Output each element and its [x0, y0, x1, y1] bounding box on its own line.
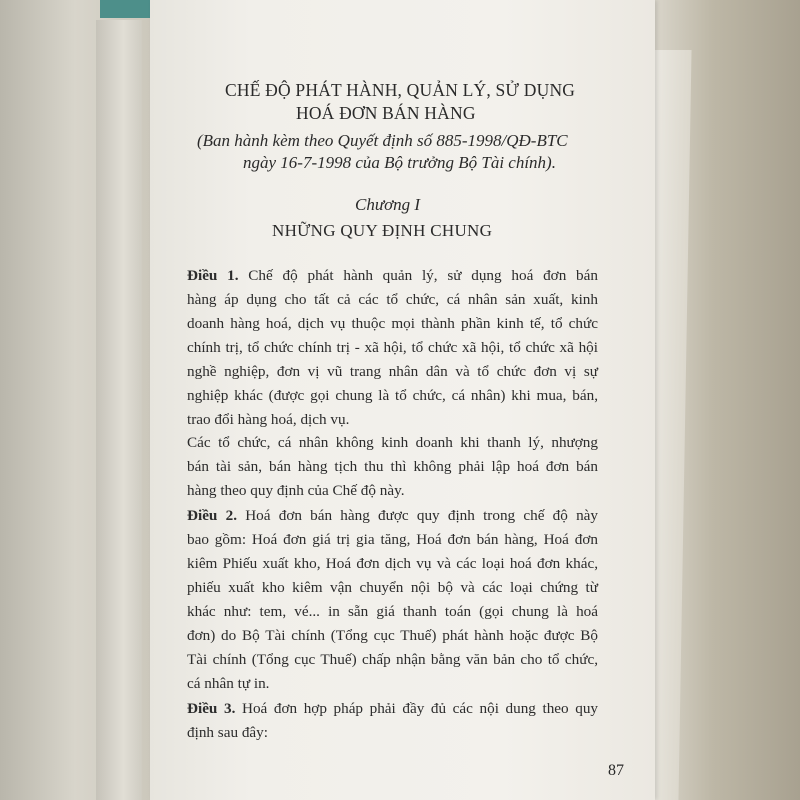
article1-line-1: Điều 1. Chế độ phát hành quản lý, sử dụng hoá đơn bán — [187, 267, 598, 284]
page-number: 87 — [608, 762, 624, 779]
article2-line-8: cá nhân tự in. — [187, 675, 270, 692]
article2-line-6: đơn) do Bộ Tài chính (Tổng cục Thuế) phát hành hoặc được Bộ — [187, 627, 598, 644]
chapter-label: Chương I — [355, 195, 421, 214]
article3-line-2: định sau đây: — [187, 724, 268, 741]
article3-label: Điều 3. — [187, 700, 236, 717]
article3-line-1: Điều 3. Hoá đơn hợp pháp phải đầy đủ các nội dung theo quy — [187, 700, 599, 717]
subtitle-line-1: (Ban hành kèm theo Quyết định số 885-1998/QĐ-BTC — [197, 131, 568, 150]
book-cover-edge — [100, 0, 150, 18]
article2-line-3: kiêm Phiếu xuất kho, Hoá đơn dịch vụ và các loại hoá đơn khác, — [187, 555, 598, 572]
title-line-2: HOÁ ĐƠN BÁN HÀNG — [296, 103, 476, 123]
title-line-1: CHẾ ĐỘ PHÁT HÀNH, QUẢN LÝ, SỬ DỤNG — [225, 80, 576, 100]
article1-line-5: nghề nghiệp, đơn vị vũ trang nhân dân và tổ chức đơn vị sự — [187, 363, 598, 380]
article1-line-7: trao đổi hàng hoá, dịch vụ. — [187, 411, 350, 428]
article2-line-1: Điều 2. Hoá đơn bán hàng được quy định trong chế độ này — [187, 507, 598, 524]
book-spine — [96, 20, 142, 800]
para2-line-3: hàng theo quy định của Chế độ này. — [187, 482, 405, 499]
chapter-heading: NHỮNG QUY ĐỊNH CHUNG — [272, 221, 493, 240]
article2-label: Điều 2. — [187, 507, 237, 524]
article2-line-5: khác như: tem, vé... in sẵn giá thanh toán (gọi chung là hoá — [187, 603, 598, 620]
document-page — [150, 0, 655, 800]
article1-line-6: nghiệp khác (được gọi chung là tổ chức, cá nhân) khi mua, bán, — [187, 387, 598, 404]
adjacent-book — [0, 0, 150, 800]
article2-line-4: phiếu xuất kho kiêm vận chuyển nội bộ và các loại chứng từ — [187, 579, 598, 596]
para2-line-1: Các tổ chức, cá nhân không kinh doanh khi thanh lý, nhượng — [187, 434, 598, 451]
article2-line-7: Tài chính (Tổng cục Thuế) chấp nhận bằng văn bản cho tổ chức, — [187, 651, 598, 668]
article1-label: Điều 1. — [187, 267, 239, 284]
subtitle-line-2: ngày 16-7-1998 của Bộ trưởng Bộ Tài chính). — [243, 153, 556, 172]
article1-line-4: chính trị, tổ chức chính trị - xã hội, tổ chức xã hội, tổ chức xã hội — [187, 339, 598, 356]
para2-line-2: bán tài sản, bán hàng tịch thu thì không phải lập hoá đơn bán — [187, 458, 598, 475]
article2-line-2: bao gồm: Hoá đơn giá trị gia tăng, Hoá đơn bán hàng, Hoá đơn — [187, 531, 598, 548]
article1-line-3: doanh hàng hoá, dịch vụ thuộc mọi thành phần kinh tế, tổ chức — [187, 315, 598, 332]
article1-line-2: hàng áp dụng cho tất cả các tổ chức, cá nhân sản xuất, kinh — [187, 291, 598, 308]
